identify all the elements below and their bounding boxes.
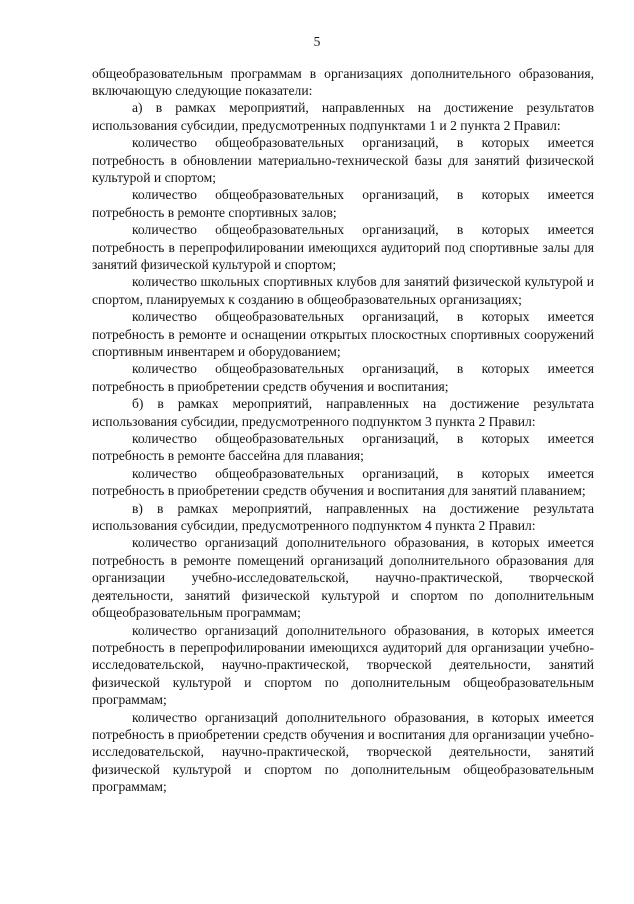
paragraph: общеобразовательным программам в организациях дополнительного образования, включающую следующие показатели: [92,65,594,98]
paragraph: количество организаций дополнительного образования, в которых имеется потребность в перепрофилировании имеющихся аудиторий для организации учебно-исследовательской, научно-практической, творческой деятельности, занятий физической культурой и спортом по дополнительным общеобразовательным программам; [92,622,594,708]
paragraph: б) в рамках мероприятий, направленных на достижение результата использования субсидии, предусмотренного подпунктом 3 пункта 2 Правил: [92,396,594,429]
paragraph: количество школьных спортивных клубов для занятий физической культурой и спортом, планируемых к созданию в общеобразовательных организациях; [92,274,594,307]
paragraph: количество общеобразовательных организаций, в которых имеется потребность в приобретении средств обучения и воспитания; [92,361,594,394]
paragraph: количество общеобразовательных организаций, в которых имеется потребность в обновлении материально-технической базы для занятий физической культурой и спортом; [92,135,594,185]
paragraph: количество общеобразовательных организаций, в которых имеется потребность в ремонте спортивных залов; [92,187,594,220]
paragraph: количество общеобразовательных организаций, в которых имеется потребность в ремонте бассейна для плавания; [92,431,594,464]
paragraph: количество организаций дополнительного образования, в которых имеется потребность в приобретении средств обучения и воспитания для организации учебно-исследовательской, научно-практической, творческой деятельности, занятий физической культурой и спортом по дополнительным общеобразовательным программам; [92,709,594,795]
paragraph: количество общеобразовательных организаций, в которых имеется потребность в ремонте и оснащении открытых плоскостных спортивных сооружений спортивным инвентарем и оборудованием; [92,309,594,359]
paragraph: количество общеобразовательных организаций, в которых имеется потребность в перепрофилировании имеющихся аудиторий под спортивные залы для занятий физической культурой и спортом; [92,222,594,272]
paragraph: в) в рамках мероприятий, направленных на достижение результата использования субсидии, предусмотренного подпунктом 4 пункта 2 Правил: [92,500,594,534]
paragraph: а) в рамках мероприятий, направленных на достижение результатов использования субсидии, предусмотренных подпунктами 1 и 2 пункта 2 Правил: [92,100,594,133]
paragraph: количество общеобразовательных организаций, в которых имеется потребность в приобретении средств обучения и воспитания для занятий плаванием; [92,465,594,499]
page-number: 5 [313,34,321,49]
document-body [92,65,594,796]
paragraph: количество организаций дополнительного образования, в которых имеется потребность в ремонте помещений организаций дополнительного образования для организации учебно-исследовательской, научно-практической, творческой деятельности, занятий физической культурой и спортом по дополнительным общеобразовательным программам; [92,535,594,621]
